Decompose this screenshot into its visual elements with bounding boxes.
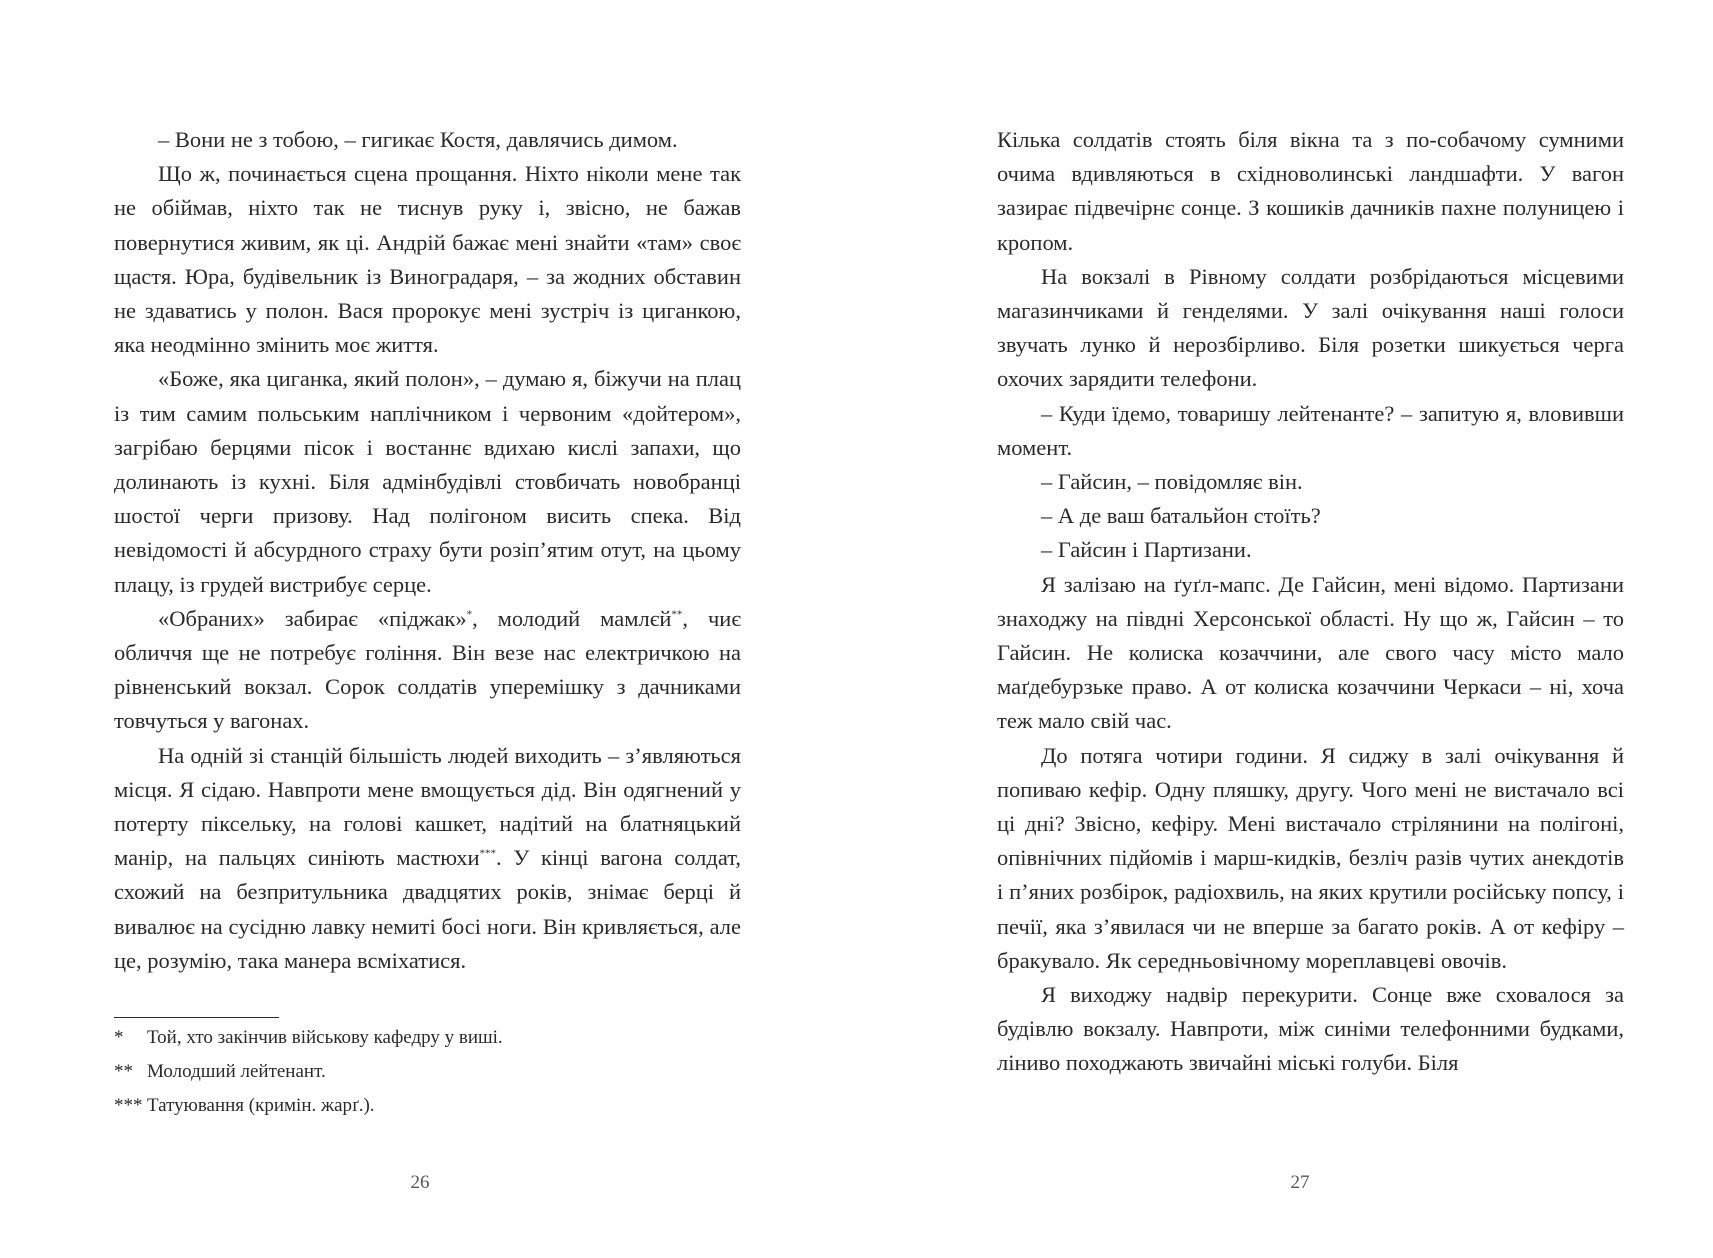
footnote — [114, 1055, 741, 1089]
paragraph: – А де ваш батальйон стоїть? — [1041, 503, 1321, 529]
footnote — [114, 1021, 741, 1055]
paragraph: – Гайсин і Партизани. — [1041, 537, 1252, 563]
footnote-reference: * — [466, 608, 473, 621]
footnote — [114, 1089, 741, 1123]
footnote-text: Той, хто закінчив військову кафедру у виші. — [147, 1027, 503, 1048]
left-page — [0, 0, 856, 1258]
paragraph: – Куди їдемо, товаришу лейтенанте? – запитую я, вловивши момент. — [997, 400, 1624, 460]
footnote-divider — [114, 1017, 279, 1018]
paragraph: «Боже, яка циганка, який полон», – думаю я, біжучи на плац із тим самим польським наплічником і червоним «дойтером», загрібаю берцями пісок і востаннє вдихаю кислі запахи, що долинають із кухні. Біля адмінбудівлі стовбичать новобранці шостої черги призову. Над полігоном висить спека. Від невідомості й абсурдного страху бути розіп’ятим отут, на цьому плацу, із грудей вистрибує серце. — [114, 366, 741, 597]
paragraph-text: , молодий мамлєй — [472, 605, 672, 631]
paragraph-text: . У кінці вагона солдат, схожий на безпритульника двадцятих років, знімає берці й вивалює на сусідню лавку немиті босі ноги. Він кривляється, але це, розумію, така манера всміхатися. — [114, 845, 741, 973]
footnote-mark: ** — [114, 1061, 133, 1082]
paragraph-text: На одній зі станцій більшість людей виходить – з’являються місця. Я сідаю. Навпроти мене вмощується дід. Він одягнений у потерту піксельку, на голові кашкет, надітий на блатняцький манір, на пальцях синіють мастюхи — [114, 742, 741, 871]
paragraph-text: «Обраних» забирає «піджак» — [158, 605, 467, 631]
right-page-text — [997, 123, 1624, 1081]
footnote-reference: *** — [479, 847, 497, 860]
paragraph — [114, 602, 741, 739]
paragraph: Кілька солдатів стоять біля вікна та з по-собачому сумними очима вдивляються в східноволинські ландшафти. У вагон зазирає підвечірнє сонце. З кошиків дачників пахне полуницею і кропом. — [997, 127, 1624, 255]
footnote-text: Молодший лейтенант. — [147, 1061, 326, 1082]
paragraph — [114, 739, 741, 978]
right-page — [856, 0, 1713, 1258]
paragraph-text: , чиє обличчя ще не потребує гоління. Він везе нас електричкою на рівненський вокзал. Сорок солдатів уперемішку з дачниками товчуться у вагонах. — [114, 605, 741, 734]
footnote-text: Татуювання (кримін. жарґ.). — [147, 1095, 375, 1116]
paragraph: Що ж, починається сцена прощання. Ніхто ніколи мене так не обіймав, ніхто так не тиснув руку і, звісно, не бажав повернутися живим, як ці. Андрій бажає мені знайти «там» своє щастя. Юра, будівельник із Виноградаря, – за жодних обставин не здаватись у полон. Вася пророкує мені зустріч із циганкою, яка неодмінно змінить моє життя. — [114, 161, 741, 358]
paragraph: – Гайсин, – повідомляє він. — [1041, 469, 1303, 495]
page-number: 26 — [410, 1172, 430, 1193]
footnotes — [114, 1021, 741, 1123]
footnote-reference: ** — [671, 608, 683, 621]
footnote-mark: * — [114, 1027, 124, 1048]
left-page-text — [114, 123, 741, 978]
paragraph: На вокзалі в Рівному солдати розбрідаються місцевими магазинчиками й генделями. У залі очікування наші голоси звучать лунко й нерозбірливо. Біля розетки шикується черга охочих зарядити телефони. — [997, 263, 1624, 392]
paragraph: – Вони не з тобою, – гигикає Костя, давлячись димом. — [158, 127, 678, 152]
paragraph: Я виходжу надвір перекурити. Сонце вже сховалося за будівлю вокзалу. Навпроти, між синіми телефонними будками, ліниво походжають звичайні міські голуби. Біля — [997, 982, 1624, 1076]
footnote-mark: *** — [114, 1095, 143, 1116]
page-number: 27 — [1290, 1172, 1310, 1193]
paragraph: До потяга чотири години. Я сиджу в залі очікування й попиваю кефір. Одну пляшку, другу. Чого мені не вистачало всі ці дні? Звісно, кефіру. Мені вистачало стрілянини на полігоні, опівнічних підйомів і марш-кидків, безліч разів чутих анекдотів і п’яних розбірок, радіохвиль, на яких крутили російську попсу, і печії, яка з’явилася чи не вперше за багато років. А от кефіру – бракувало. Як середньовічному мореплавцеві овочів. — [997, 742, 1624, 973]
paragraph: Я залізаю на ґуґл-мапс. Де Гайсин, мені відомо. Партизани знаходжу на півдні Херсонської області. Ну що ж, Гайсин – то Гайсин. Не колиска козаччини, але свого часу місто мало маґдебурзьке право. А от колиска козаччини Черкаси – ні, хоча теж мало свій час. — [997, 571, 1624, 734]
